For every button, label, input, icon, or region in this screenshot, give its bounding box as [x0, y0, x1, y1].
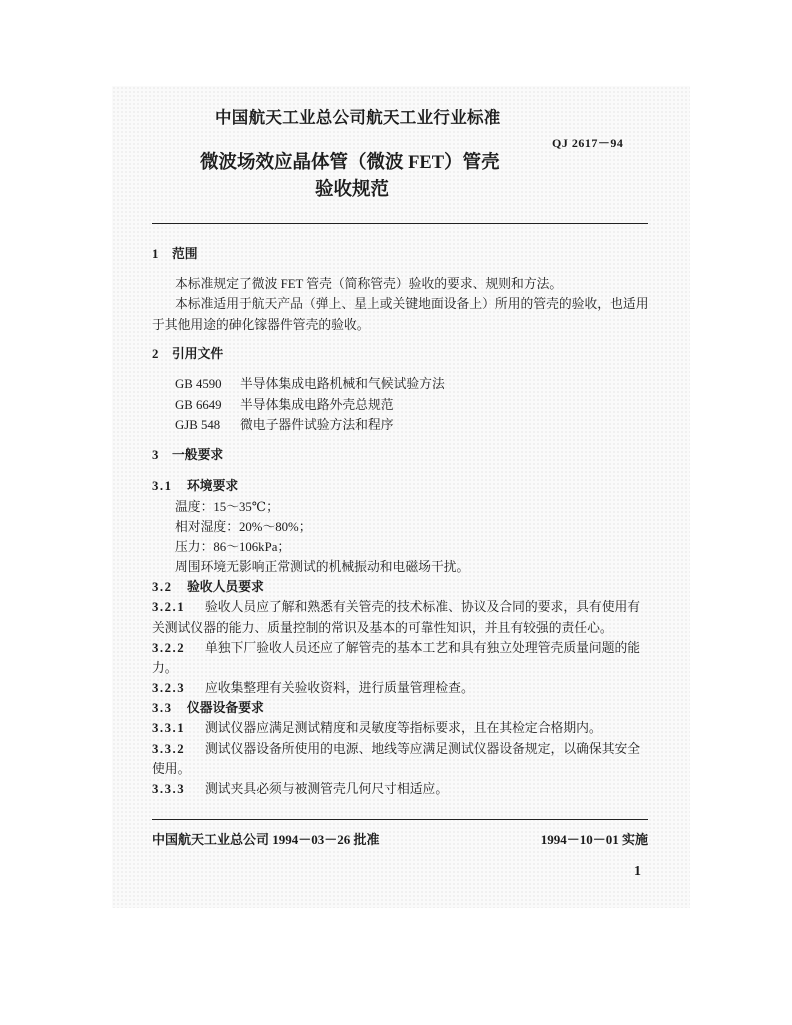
section-1-paragraph-2-line-1: 本标准适用于航天产品（弹上、星上或关键地面设备上）所用的管壳的验收，也适用	[175, 297, 649, 311]
clause-3-2-2-line-1: 单独下厂验收人员还应了解管壳的基本工艺和具有独立处理管壳质量问题的能	[205, 641, 641, 655]
reference-title: 微电子器件试验方法和程序	[240, 418, 394, 432]
clause-3-2-2-line-2: 力。	[152, 661, 178, 675]
reference-code: GJB 548	[175, 418, 221, 432]
environment-item-pressure: 压力：86～106kPa；	[175, 540, 291, 554]
section-1-heading: 范围	[172, 247, 198, 261]
clause-3-3-3-number: 3.3.3	[152, 782, 186, 796]
page-number: 1	[634, 864, 641, 879]
section-3-heading: 一般要求	[172, 448, 224, 462]
subsection-3-1-heading: 环境要求	[187, 479, 239, 493]
clause-3-3-3-line-1: 测试夹具必须与被测管壳几何尺寸相适应。	[205, 782, 449, 796]
section-2-heading: 引用文件	[172, 347, 224, 361]
header-divider	[152, 223, 648, 224]
reference-code: GB 6649	[175, 398, 222, 412]
section-3-number: 3	[152, 448, 159, 462]
clause-3-2-3-number: 3.2.3	[152, 681, 186, 695]
approval-statement: 中国航天工业总公司 1994－03－26 批准	[152, 832, 380, 847]
section-1-paragraph-1: 本标准规定了微波 FET 管壳（简称管壳）验收的要求、规则和方法。	[175, 277, 563, 291]
clause-3-2-1-line-1: 验收人员应了解和熟悉有关管壳的技术标准、协议及合同的要求，具有使用有	[205, 600, 641, 614]
subsection-3-2-number: 3.2	[152, 580, 173, 594]
subsection-3-3-number: 3.3	[152, 701, 173, 715]
clause-3-2-1-line-2: 关测试仪器的能力、质量控制的常识及基本的可靠性知识，并且有较强的责任心。	[152, 621, 613, 635]
clause-3-3-2-line-1: 测试仪器设备所使用的电源、地线等应满足测试仪器设备规定，以确保其安全	[205, 742, 641, 756]
footer-divider	[152, 819, 648, 820]
reference-title: 半导体集成电路外壳总规范	[240, 398, 394, 412]
clause-3-2-1-number: 3.2.1	[152, 600, 186, 614]
standard-code: QJ 2617－94	[552, 136, 624, 150]
section-1-paragraph-2-line-2: 于其他用途的砷化镓器件管壳的验收。	[152, 318, 370, 332]
subsection-3-2-heading: 验收人员要求	[187, 580, 264, 594]
subsection-3-1-number: 3.1	[152, 479, 173, 493]
clause-3-2-2-number: 3.2.2	[152, 641, 186, 655]
section-2-number: 2	[152, 347, 159, 361]
clause-3-3-1-line-1: 测试仪器应满足测试精度和灵敏度等指标要求，且在其检定合格期内。	[205, 721, 602, 735]
reference-code: GB 4590	[175, 377, 222, 391]
clause-3-3-2-line-2: 使用。	[152, 762, 191, 776]
issuer-line: 中国航天工业总公司航天工业行业标准	[215, 108, 501, 127]
environment-item-interference: 周围环境无影响正常测试的机械振动和电磁场干扰。	[175, 560, 470, 574]
clause-3-3-1-number: 3.3.1	[152, 721, 186, 735]
document-title-line-1: 微波场效应晶体管（微波 FET）管壳	[200, 153, 500, 173]
reference-title: 半导体集成电路机械和气候试验方法	[240, 377, 445, 391]
subsection-3-3-heading: 仪器设备要求	[187, 701, 264, 715]
clause-3-2-3-line-1: 应收集整理有关验收资料，进行质量管理检查。	[205, 681, 474, 695]
environment-item-temperature: 温度：15～35℃；	[175, 500, 279, 514]
environment-item-humidity: 相对湿度：20%～80%；	[175, 520, 312, 534]
section-1-number: 1	[152, 247, 159, 261]
effective-date-statement: 1994－10－01 实施	[540, 832, 648, 847]
clause-3-3-2-number: 3.3.2	[152, 742, 186, 756]
document-title-line-2: 验收规范	[315, 180, 390, 200]
